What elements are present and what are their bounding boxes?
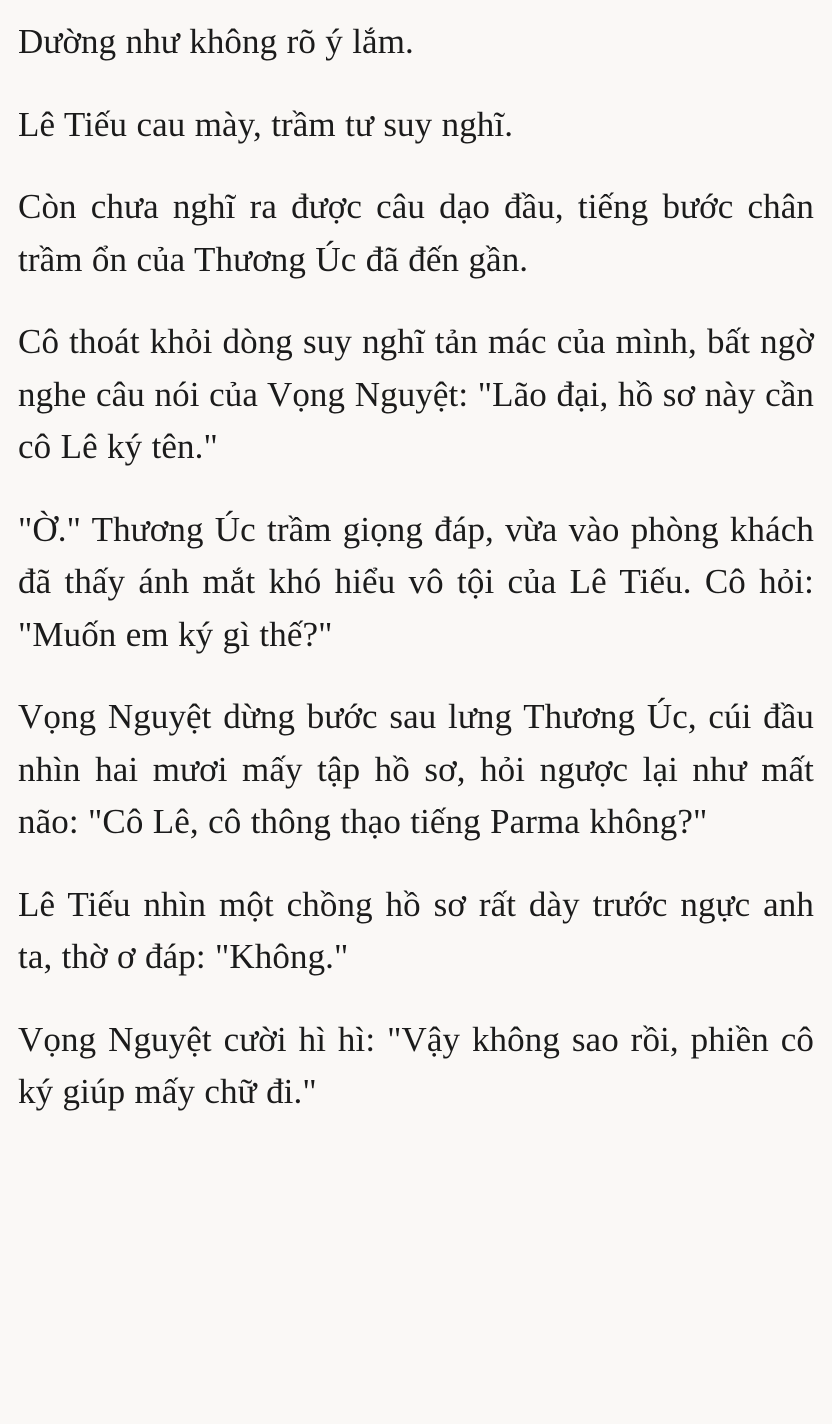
paragraph: Cô thoát khỏi dòng suy nghĩ tản mác của mình, bất ngờ nghe câu nói của Vọng Nguyệt: "Lão đại, hồ sơ này cần cô Lê ký tên." bbox=[18, 322, 814, 466]
paragraph: Vọng Nguyệt dừng bước sau lưng Thương Úc, cúi đầu nhìn hai mươi mấy tập hồ sơ, hỏi ngược lại như mất não: "Cô Lê, cô thông thạo tiếng Parma không?" bbox=[18, 697, 814, 841]
paragraph: Còn chưa nghĩ ra được câu dạo đầu, tiếng bước chân trầm ổn của Thương Úc đã đến gần. bbox=[18, 187, 814, 279]
paragraph: "Ờ." Thương Úc trầm giọng đáp, vừa vào phòng khách đã thấy ánh mắt khó hiểu vô tội của Lê Tiếu. Cô hỏi: "Muốn em ký gì thế?" bbox=[18, 509, 814, 654]
paragraph: Dường như không rõ ý lắm. bbox=[18, 22, 414, 61]
paragraph: Lê Tiếu nhìn một chồng hồ sơ rất dày trước ngực anh ta, thờ ơ đáp: "Không." bbox=[18, 884, 814, 976]
paragraph: Lê Tiếu cau mày, trầm tư suy nghĩ. bbox=[18, 104, 514, 144]
paragraph: Vọng Nguyệt cười hì hì: "Vậy không sao rồi, phiền cô ký giúp mấy chữ đi." bbox=[18, 1019, 814, 1111]
